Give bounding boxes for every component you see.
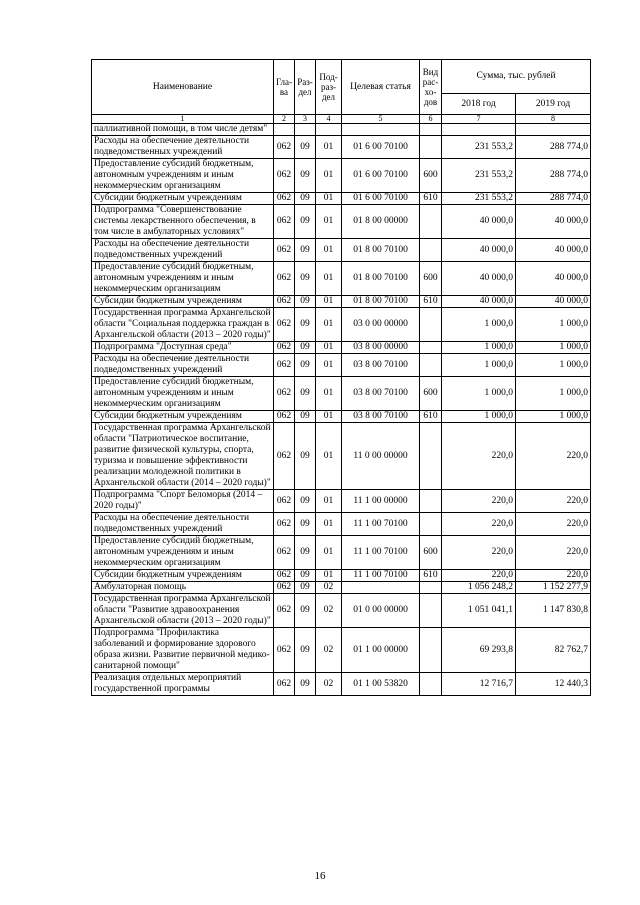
cell-vid	[420, 354, 442, 377]
cell-podrazdel: 01	[316, 342, 342, 354]
cell-target: 01 6 00 70100	[342, 159, 420, 193]
header-2018: 2018 год	[442, 94, 516, 115]
cell-razdel: 09	[295, 136, 316, 159]
cell-2018: 220,0	[442, 570, 516, 582]
cell-podrazdel: 02	[316, 582, 342, 594]
table-row	[92, 536, 591, 570]
cell-glava: 062	[274, 490, 295, 513]
cell-2018: 220,0	[442, 536, 516, 570]
cell-razdel: 09	[295, 536, 316, 570]
cell-razdel: 09	[295, 354, 316, 377]
table-row	[92, 354, 591, 377]
cell-razdel: 09	[295, 308, 316, 342]
cell-2019: 288 774,0	[516, 136, 591, 159]
cell-podrazdel: 01	[316, 193, 342, 205]
cell-name: Предоставление субсидий бюджетным, автономным учреждениям и иным некоммерческим организациям	[92, 377, 274, 411]
table-row	[92, 423, 591, 490]
cell-glava: 062	[274, 536, 295, 570]
cell-glava: 062	[274, 205, 295, 239]
cell-glava: 062	[274, 594, 295, 628]
cell-name: Расходы на обеспечение деятельности подведомственных учреждений	[92, 136, 274, 159]
table-row	[92, 205, 591, 239]
cell-2018: 220,0	[442, 490, 516, 513]
cell-glava: 062	[274, 570, 295, 582]
cell-target: 01 0 00 00000	[342, 594, 420, 628]
cell-2019: 1 152 277,9	[516, 582, 591, 594]
cell-name: Реализация отдельных мероприятий государственной программы	[92, 673, 274, 696]
cell-target: 03 8 00 70100	[342, 354, 420, 377]
cell-name: Предоставление субсидий бюджетным, автономным учреждениям и иным некоммерческим организациям	[92, 536, 274, 570]
cell-2019: 82 762,7	[516, 628, 591, 673]
cell-target	[342, 124, 420, 136]
cell-name: Расходы на обеспечение деятельности подведомственных учреждений	[92, 513, 274, 536]
cell-2018: 231 553,2	[442, 193, 516, 205]
cell-2018: 1 000,0	[442, 308, 516, 342]
cell-target: 01 8 00 70100	[342, 262, 420, 296]
cell-vid	[420, 124, 442, 136]
cell-2019: 220,0	[516, 513, 591, 536]
cell-podrazdel: 02	[316, 594, 342, 628]
cell-vid	[420, 239, 442, 262]
cell-vid	[420, 342, 442, 354]
cell-2019: 12 440,3	[516, 673, 591, 696]
cell-glava: 062	[274, 628, 295, 673]
cell-target: 11 0 00 00000	[342, 423, 420, 490]
cell-vid	[420, 673, 442, 696]
cell-2019: 220,0	[516, 570, 591, 582]
cell-target: 01 1 00 00000	[342, 628, 420, 673]
cell-2019: 220,0	[516, 423, 591, 490]
cell-2019: 40 000,0	[516, 262, 591, 296]
header-name: Наименование	[92, 60, 274, 115]
cell-podrazdel: 01	[316, 136, 342, 159]
cell-razdel: 09	[295, 239, 316, 262]
cell-glava: 062	[274, 136, 295, 159]
cell-target: 11 1 00 70100	[342, 536, 420, 570]
cell-name: Расходы на обеспечение деятельности подведомственных учреждений	[92, 354, 274, 377]
table-row	[92, 411, 591, 423]
cell-glava: 062	[274, 423, 295, 490]
cell-name: Предоставление субсидий бюджетным, автономным учреждениям и иным некоммерческим организациям	[92, 159, 274, 193]
cell-razdel: 09	[295, 342, 316, 354]
cell-glava: 062	[274, 582, 295, 594]
cell-2019: 40 000,0	[516, 205, 591, 239]
cell-vid: 610	[420, 411, 442, 423]
cell-vid	[420, 205, 442, 239]
cell-podrazdel: 01	[316, 205, 342, 239]
cell-razdel: 09	[295, 628, 316, 673]
cell-2019: 1 000,0	[516, 354, 591, 377]
cell-razdel: 09	[295, 205, 316, 239]
cell-podrazdel: 01	[316, 423, 342, 490]
cell-razdel: 09	[295, 582, 316, 594]
cell-name: Подпрограмма "Профилактика заболеваний и формирование здорового образа жизни. Развитие первичной медико-санитарной помощи"	[92, 628, 274, 673]
cell-target: 01 8 00 00000	[342, 205, 420, 239]
cell-glava: 062	[274, 308, 295, 342]
table-row	[92, 124, 591, 136]
cell-vid	[420, 490, 442, 513]
cell-target: 11 1 00 70100	[342, 570, 420, 582]
cell-podrazdel: 01	[316, 239, 342, 262]
cell-podrazdel: 01	[316, 159, 342, 193]
cell-vid: 610	[420, 193, 442, 205]
cell-target: 03 0 00 00000	[342, 308, 420, 342]
cell-target: 01 6 00 70100	[342, 193, 420, 205]
cell-glava: 062	[274, 296, 295, 308]
cell-razdel: 09	[295, 570, 316, 582]
table-row	[92, 570, 591, 582]
cell-razdel: 09	[295, 377, 316, 411]
cell-2019	[516, 124, 591, 136]
cell-2019: 220,0	[516, 536, 591, 570]
header-2019: 2019 год	[516, 94, 591, 115]
cell-vid: 600	[420, 159, 442, 193]
cell-name: Субсидии бюджетным учреждениям	[92, 411, 274, 423]
table-row	[92, 193, 591, 205]
cell-glava	[274, 124, 295, 136]
cell-podrazdel: 01	[316, 411, 342, 423]
cell-name: Предоставление субсидий бюджетным, автономным учреждениям и иным некоммерческим организациям	[92, 262, 274, 296]
cell-vid	[420, 628, 442, 673]
cell-vid	[420, 308, 442, 342]
cell-2018: 220,0	[442, 513, 516, 536]
cell-podrazdel: 01	[316, 377, 342, 411]
cell-podrazdel: 01	[316, 490, 342, 513]
table-row	[92, 342, 591, 354]
cell-vid: 610	[420, 570, 442, 582]
cell-glava: 062	[274, 354, 295, 377]
cell-target: 03 8 00 00000	[342, 342, 420, 354]
cell-name: Субсидии бюджетным учреждениям	[92, 570, 274, 582]
cell-razdel: 09	[295, 513, 316, 536]
cell-2019: 288 774,0	[516, 193, 591, 205]
cell-razdel	[295, 124, 316, 136]
cell-2018: 231 553,2	[442, 159, 516, 193]
cell-name: Подпрограмма "Доступная среда"	[92, 342, 274, 354]
column-number: 2	[274, 115, 295, 124]
cell-razdel: 09	[295, 159, 316, 193]
cell-2018: 1 051 041,1	[442, 594, 516, 628]
column-number: 8	[516, 115, 591, 124]
cell-name: паллиативной помощи, в том числе детям"	[92, 124, 274, 136]
cell-target: 01 8 00 70100	[342, 296, 420, 308]
table-row	[92, 136, 591, 159]
header-target: Целевая статья	[342, 60, 420, 115]
cell-vid	[420, 136, 442, 159]
budget-table	[91, 59, 591, 696]
cell-2018: 12 716,7	[442, 673, 516, 696]
cell-2019: 1 147 830,8	[516, 594, 591, 628]
cell-podrazdel: 01	[316, 296, 342, 308]
cell-glava: 062	[274, 193, 295, 205]
table-row	[92, 377, 591, 411]
table-row	[92, 490, 591, 513]
table-body	[92, 124, 591, 696]
cell-podrazdel: 01	[316, 513, 342, 536]
table-row	[92, 673, 591, 696]
cell-podrazdel: 01	[316, 262, 342, 296]
column-number: 4	[316, 115, 342, 124]
cell-2018: 40 000,0	[442, 262, 516, 296]
cell-target: 01 8 00 70100	[342, 239, 420, 262]
table-row	[92, 159, 591, 193]
cell-vid: 610	[420, 296, 442, 308]
cell-target: 11 1 00 00000	[342, 490, 420, 513]
table-row	[92, 308, 591, 342]
column-number: 1	[92, 115, 274, 124]
header-sum: Сумма, тыс. рублей	[442, 60, 591, 94]
cell-target: 01 6 00 70100	[342, 136, 420, 159]
cell-name: Государственная программа Архангельской области "Социальная поддержка граждан в Архангельской области (2013 – 2020 годы)"	[92, 308, 274, 342]
cell-2018: 69 293,8	[442, 628, 516, 673]
cell-2018: 220,0	[442, 423, 516, 490]
cell-2019: 288 774,0	[516, 159, 591, 193]
cell-target: 01 1 00 53820	[342, 673, 420, 696]
table-row	[92, 513, 591, 536]
cell-podrazdel: 01	[316, 570, 342, 582]
header-vid: Вид рас-хо-дов	[420, 60, 442, 115]
cell-name: Подпрограмма "Совершенствование системы лекарственного обеспечения, в том числе в амбулаторных условиях"	[92, 205, 274, 239]
column-number-row	[92, 115, 591, 124]
cell-podrazdel: 02	[316, 673, 342, 696]
cell-target: 11 1 00 70100	[342, 513, 420, 536]
cell-glava: 062	[274, 262, 295, 296]
cell-glava: 062	[274, 513, 295, 536]
cell-2019: 1 000,0	[516, 377, 591, 411]
cell-podrazdel: 01	[316, 354, 342, 377]
cell-vid	[420, 582, 442, 594]
cell-2019: 220,0	[516, 490, 591, 513]
cell-podrazdel	[316, 124, 342, 136]
cell-vid	[420, 594, 442, 628]
cell-glava: 062	[274, 342, 295, 354]
cell-2018: 40 000,0	[442, 296, 516, 308]
cell-target: 03 8 00 70100	[342, 411, 420, 423]
cell-2018: 1 000,0	[442, 411, 516, 423]
cell-vid	[420, 423, 442, 490]
cell-name: Государственная программа Архангельской области "Развитие здравоохранения Архангельской области (2013 – 2020 годы)"	[92, 594, 274, 628]
cell-podrazdel: 02	[316, 628, 342, 673]
column-number: 7	[442, 115, 516, 124]
table-row	[92, 594, 591, 628]
cell-vid: 600	[420, 536, 442, 570]
cell-razdel: 09	[295, 594, 316, 628]
header-glava: Гла-ва	[274, 60, 295, 115]
cell-razdel: 09	[295, 411, 316, 423]
cell-glava: 062	[274, 159, 295, 193]
cell-name: Субсидии бюджетным учреждениям	[92, 296, 274, 308]
table-row	[92, 582, 591, 594]
cell-razdel: 09	[295, 673, 316, 696]
cell-2018: 231 553,2	[442, 136, 516, 159]
cell-vid	[420, 513, 442, 536]
cell-name: Государственная программа Архангельской области "Патриотическое воспитание, развитие физической культуры, спорта, туризма и повышение эффективности реализации молодежной политики в Архангельской области (2014 – 2020 годы)"	[92, 423, 274, 490]
cell-2019: 40 000,0	[516, 296, 591, 308]
cell-2018	[442, 124, 516, 136]
column-number: 3	[295, 115, 316, 124]
cell-glava: 062	[274, 239, 295, 262]
cell-2018: 1 000,0	[442, 354, 516, 377]
table-row	[92, 262, 591, 296]
table-header	[92, 60, 591, 124]
cell-vid: 600	[420, 377, 442, 411]
cell-2018: 40 000,0	[442, 205, 516, 239]
cell-2018: 1 000,0	[442, 342, 516, 354]
header-razdel: Раз-дел	[295, 60, 316, 115]
cell-glava: 062	[274, 673, 295, 696]
cell-podrazdel: 01	[316, 308, 342, 342]
cell-2019: 1 000,0	[516, 308, 591, 342]
table-row	[92, 628, 591, 673]
cell-name: Расходы на обеспечение деятельности подведомственных учреждений	[92, 239, 274, 262]
cell-name: Субсидии бюджетным учреждениям	[92, 193, 274, 205]
column-number: 6	[420, 115, 442, 124]
table-row	[92, 296, 591, 308]
cell-razdel: 09	[295, 423, 316, 490]
cell-name: Подпрограмма "Спорт Беломорья (2014 – 2020 годы)"	[92, 490, 274, 513]
cell-razdel: 09	[295, 193, 316, 205]
cell-target: 03 8 00 70100	[342, 377, 420, 411]
cell-glava: 062	[274, 411, 295, 423]
cell-vid: 600	[420, 262, 442, 296]
header-podrazdel: Под-раз-дел	[316, 60, 342, 115]
cell-razdel: 09	[295, 262, 316, 296]
cell-name: Амбулаторная помощь	[92, 582, 274, 594]
table-row	[92, 239, 591, 262]
cell-2019: 1 000,0	[516, 342, 591, 354]
column-number: 5	[342, 115, 420, 124]
page-number: 16	[314, 870, 326, 882]
cell-podrazdel: 01	[316, 536, 342, 570]
cell-razdel: 09	[295, 296, 316, 308]
cell-razdel: 09	[295, 490, 316, 513]
cell-2019: 1 000,0	[516, 411, 591, 423]
cell-target	[342, 582, 420, 594]
cell-2018: 1 000,0	[442, 377, 516, 411]
cell-glava: 062	[274, 377, 295, 411]
cell-2018: 1 056 248,2	[442, 582, 516, 594]
cell-2018: 40 000,0	[442, 239, 516, 262]
cell-2019: 40 000,0	[516, 239, 591, 262]
